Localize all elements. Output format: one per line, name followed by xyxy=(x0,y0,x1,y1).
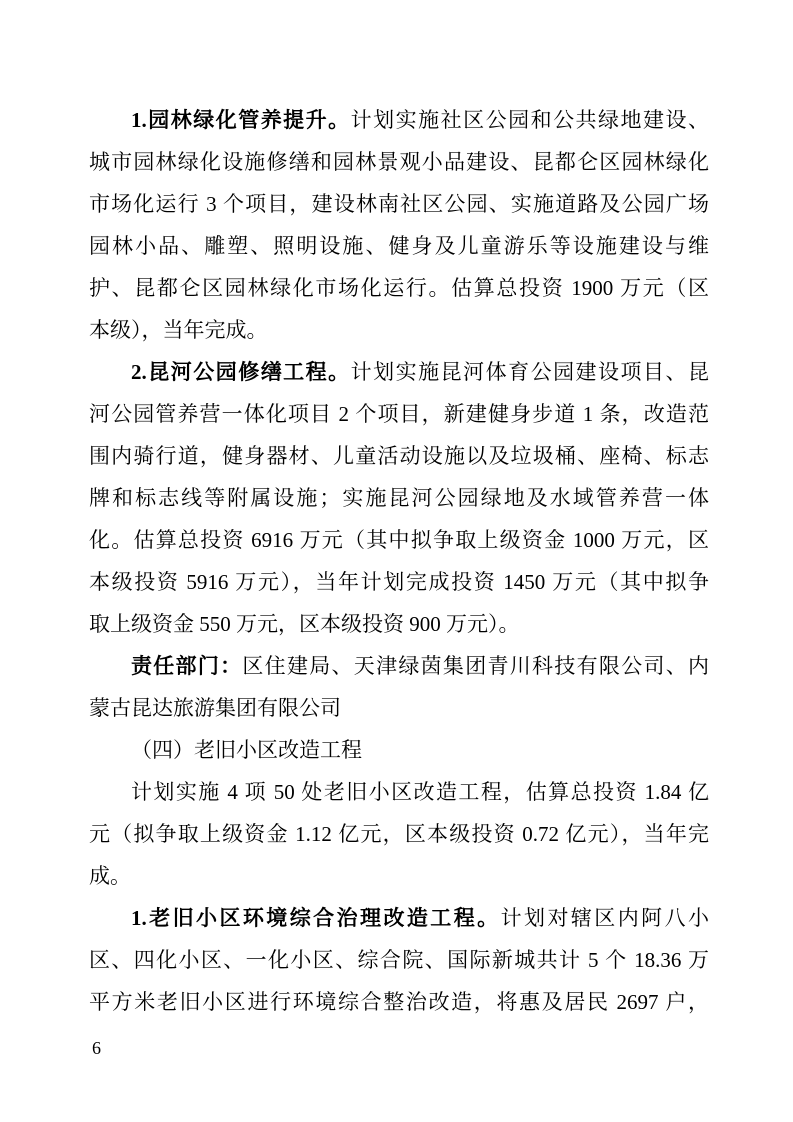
text-line xyxy=(89,897,709,939)
text-line xyxy=(89,687,709,729)
text-run: 本级投资 5916 万元），当年计划完成投资 1450 万元（其中拟争 xyxy=(89,570,709,594)
text-line xyxy=(89,141,709,183)
text-run: 城市园林绿化设施修缮和园林景观小品建设、昆都仑区园林绿化 xyxy=(89,150,709,174)
text-line xyxy=(89,309,709,351)
text-run: 成。 xyxy=(89,864,131,888)
text-line xyxy=(89,267,709,309)
paragraph xyxy=(89,897,709,1023)
text-line xyxy=(89,561,709,603)
text-line xyxy=(89,771,709,813)
text-run: 蒙古昆达旅游集团有限公司 xyxy=(89,696,341,720)
text-line xyxy=(89,939,709,981)
text-line xyxy=(89,393,709,435)
paragraph xyxy=(89,99,709,351)
paragraph xyxy=(89,771,709,897)
text-line xyxy=(89,351,709,393)
text-line xyxy=(89,813,709,855)
text-line xyxy=(89,99,709,141)
text-run: 市场化运行 3 个项目，建设林南社区公园、实施道路及公园广场 xyxy=(89,192,709,216)
text-run: 本级），当年完成。 xyxy=(89,318,268,342)
document-body xyxy=(89,99,709,1023)
text-line xyxy=(89,519,709,561)
paragraph xyxy=(89,729,709,771)
text-line xyxy=(89,981,709,1023)
text-run: 区住建局、天津绿茵集团青川科技有限公司、内 xyxy=(242,654,710,678)
text-line xyxy=(89,435,709,477)
text-line xyxy=(89,477,709,519)
text-run: 化。估算总投资 6916 万元（其中拟争取上级资金 1000 万元，区 xyxy=(89,528,709,552)
text-run: 牌和标志线等附属设施；实施昆河公园绿地及水域管养营一体 xyxy=(89,486,709,510)
text-run: 计划实施社区公园和公共绿地建设、 xyxy=(350,108,710,132)
text-run: 围内骑行道，健身器材、儿童活动设施以及垃圾桶、座椅、标志 xyxy=(89,444,709,468)
text-run: （四）老旧小区改造工程 xyxy=(131,738,362,762)
bold-text-run: 2.昆河公园修缮工程。 xyxy=(131,360,351,384)
page-number: 6 xyxy=(92,1038,101,1058)
text-run: 元（拟争取上级资金 1.12 亿元，区本级投资 0.72 亿元），当年完 xyxy=(89,822,709,846)
text-run: 取上级资金 550 万元，区本级投资 900 万元）。 xyxy=(89,612,520,636)
paragraph xyxy=(89,351,709,645)
paragraph xyxy=(89,645,709,729)
text-run: 园林小品、雕塑、照明设施、健身及儿童游乐等设施建设与维 xyxy=(89,234,709,258)
text-run: 河公园管养营一体化项目 2 个项目，新建健身步道 1 条，改造范 xyxy=(89,402,709,426)
bold-text-run: 1.老旧小区环境综合治理改造工程。 xyxy=(131,906,501,930)
text-run: 平方米老旧小区进行环境综合整治改造，将惠及居民 2697 户， xyxy=(89,990,709,1014)
bold-text-run: 1.园林绿化管养提升。 xyxy=(131,108,351,132)
text-line xyxy=(89,645,709,687)
text-run: 计划实施昆河体育公园建设项目、昆 xyxy=(350,360,710,384)
text-line xyxy=(89,855,709,897)
text-line xyxy=(89,729,709,771)
text-line xyxy=(89,603,709,645)
bold-text-run: 责任部门： xyxy=(131,654,243,678)
text-run: 计划对辖区内阿八小 xyxy=(500,906,710,930)
text-run: 护、昆都仑区园林绿化市场化运行。估算总投资 1900 万元（区 xyxy=(89,276,709,300)
text-run: 计划实施 4 项 50 处老旧小区改造工程，估算总投资 1.84 亿 xyxy=(131,780,709,804)
text-line xyxy=(89,183,709,225)
text-run: 区、四化小区、一化小区、综合院、国际新城共计 5 个 18.36 万 xyxy=(89,948,709,972)
text-line xyxy=(89,225,709,267)
